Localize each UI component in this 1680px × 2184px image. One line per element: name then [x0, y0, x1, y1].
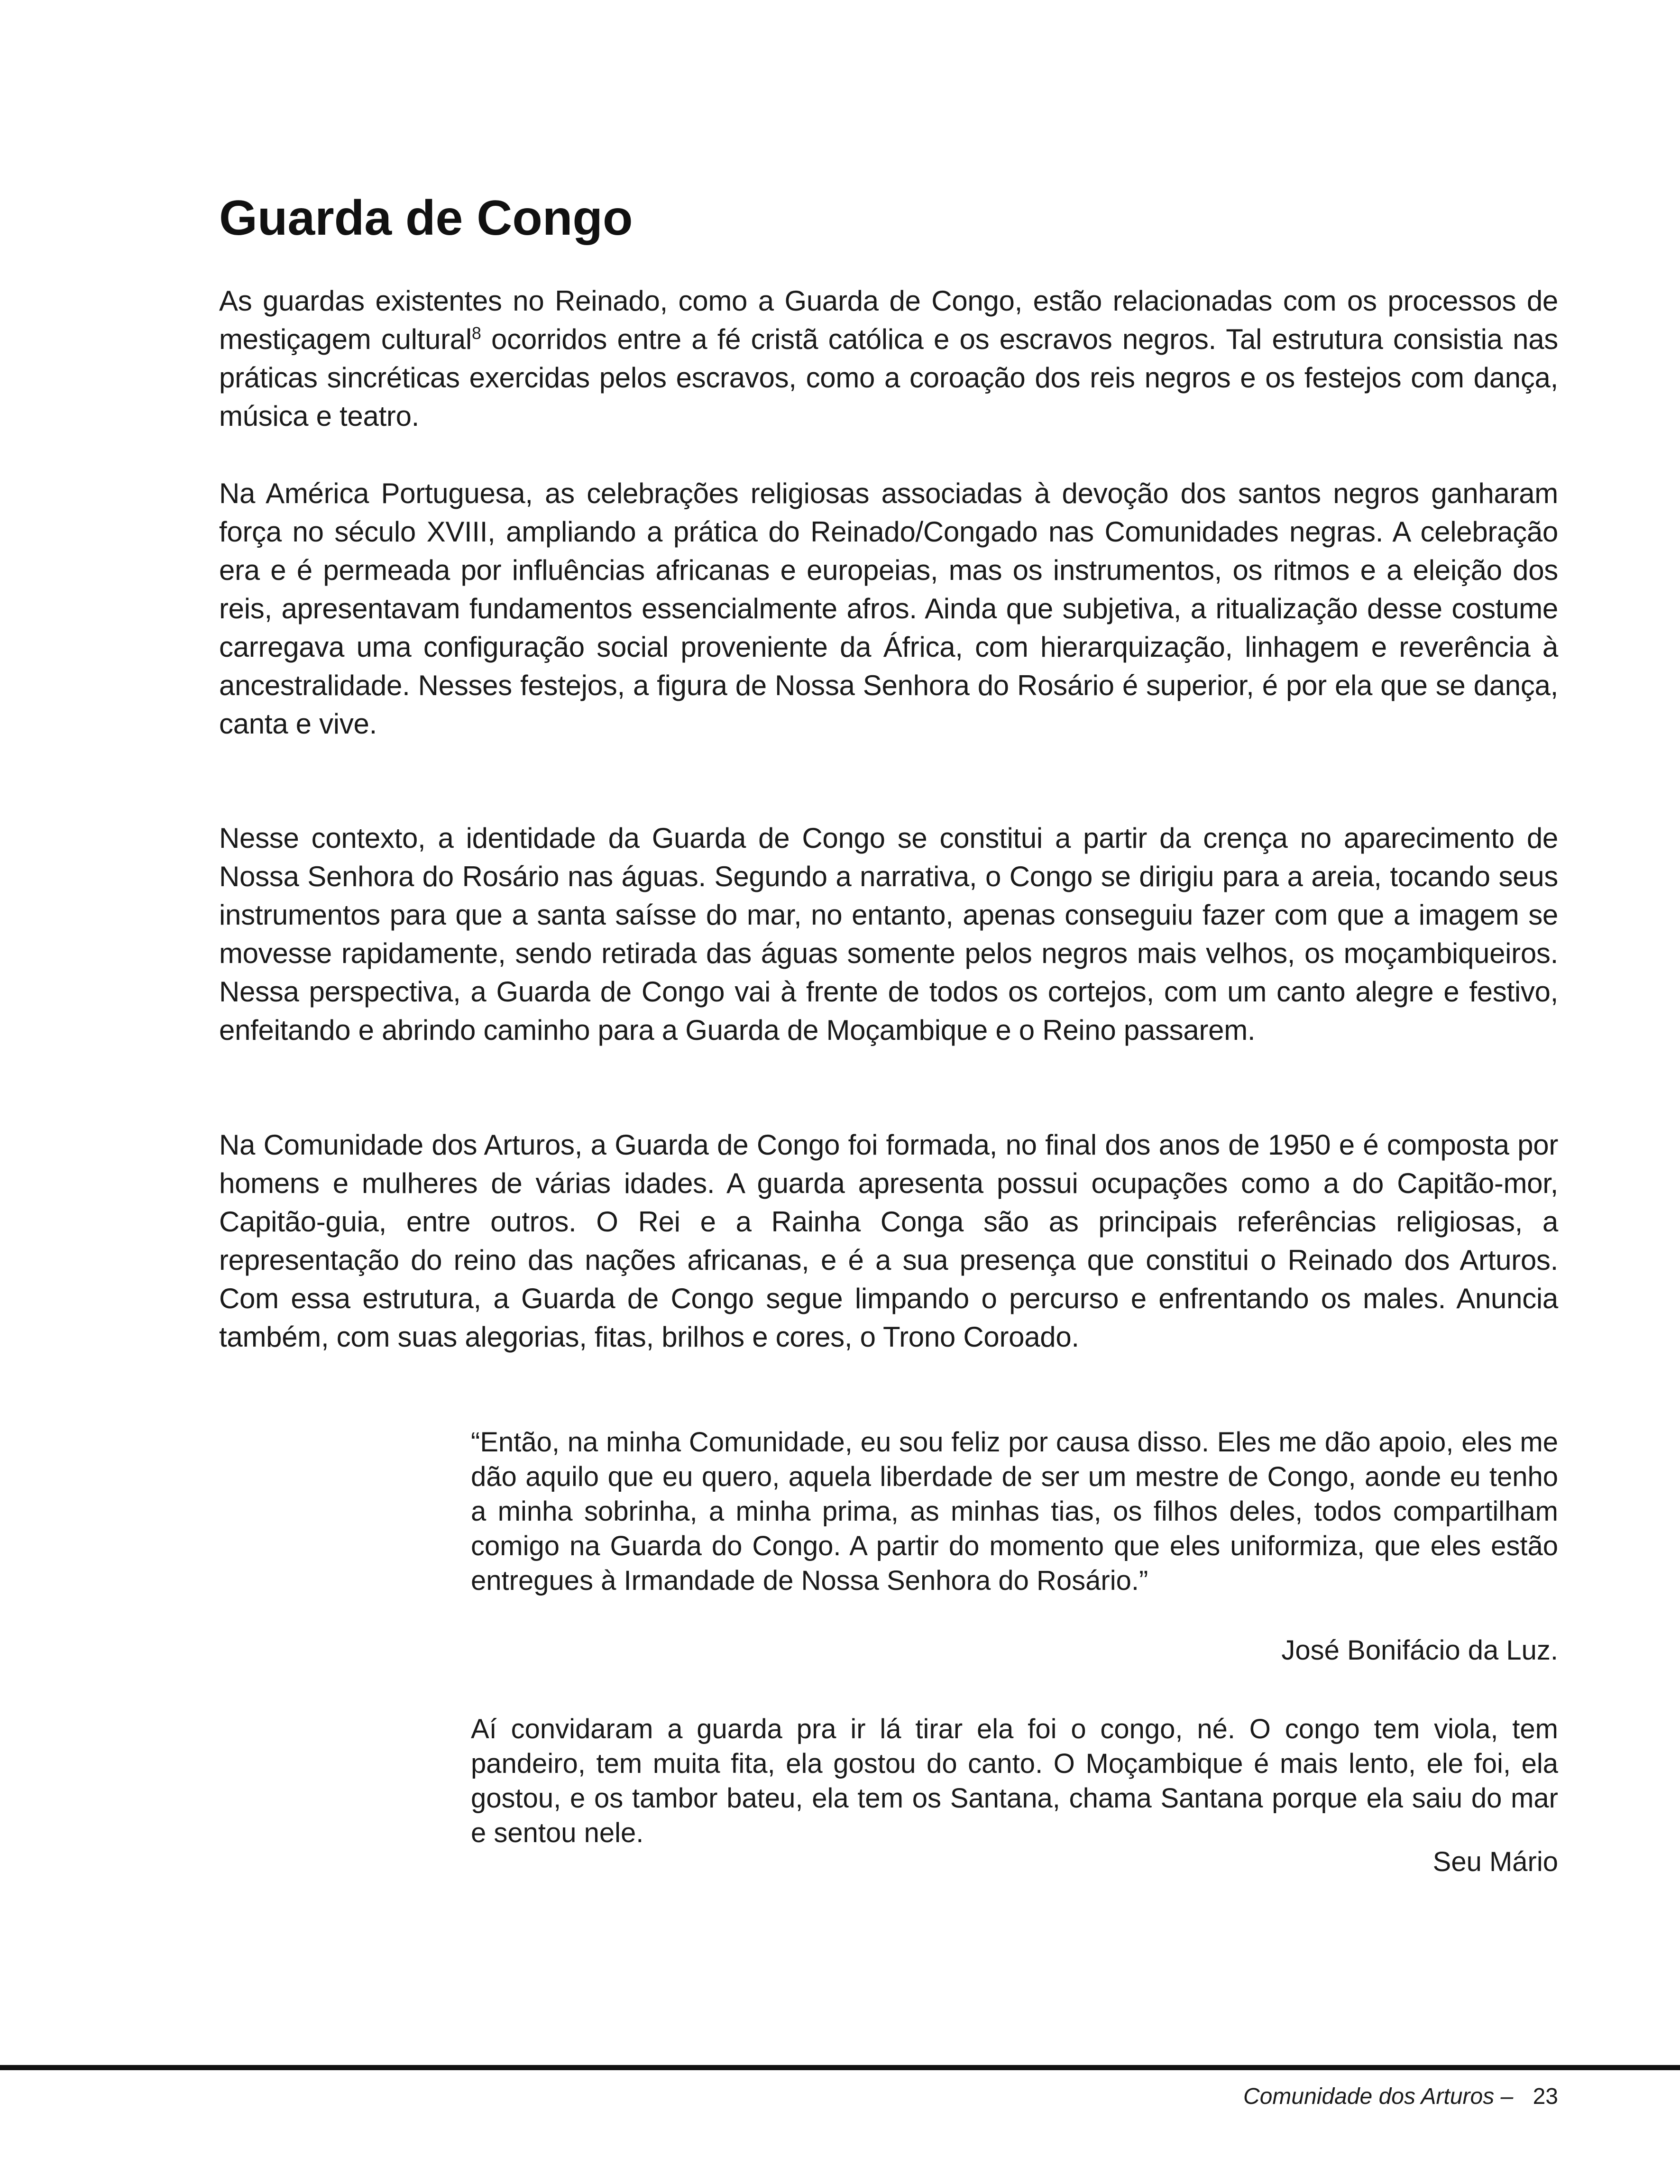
footnote-marker: 8 [471, 323, 481, 343]
block-quote-2: Aí convidaram a guarda pra ir lá tirar ela foi o congo, né. O congo tem viola, tem pandeiro, tem muita fita, ela gostou do canto. O Moçambique é mais lento, ele foi, ela gostou, e os tambor bateu, ela tem os Santana, chama Santana porque ela saiu do mar e sentou nele. [471, 1714, 1558, 1848]
quote-1-author: José Bonifácio da Luz. [1281, 1635, 1558, 1666]
footer-divider [0, 2065, 1680, 2070]
paragraph-4: Na Comunidade dos Arturos, a Guarda de Congo foi formada, no final dos anos de 1950 e é composta por homens e mulheres de várias idades. A guarda apresenta possui ocupações como a do Capitão-mor, Capitão-guia, entre outros. O Rei e a Rainha Conga são as principais referências religiosas, a representação do reino das nações africanas, e é a sua presença que constitui o Reinado dos Arturos. Com essa estrutura, a Guarda de Congo segue limpando o percurso e enfrentando os males. Anuncia também, com suas alegorias, fitas, brilhos e cores, o Trono Coroado. [219, 1129, 1558, 1353]
paragraph-1-text-start: As guardas existentes no Reinado, como a Guarda de Congo, estão relacionadas com os processos de mestiçagem cultural [219, 285, 1558, 355]
footer-publication: Comunidade dos Arturos [1243, 2084, 1495, 2109]
paragraph-2: Na América Portuguesa, as celebrações religiosas associadas à devoção dos santos negros ganharam força no século XVIII, ampliando a prática do Reinado/Congado nas Comunidades negras. A celebração era e é permeada por influências africanas e europeias, mas os instrumentos, os ritmos e a eleição dos reis, apresentavam fundamentos essencialmente afros. Ainda que subjetiva, a ritualização desse costume carregava uma configuração social proveniente da África, com hierarquização, linhagem e reverência à ancestralidade. Nesses festejos, a figura de Nossa Senhora do Rosário é superior, é por ela que se dança, canta e vive. [219, 477, 1558, 740]
paragraph-3: Nesse contexto, a identidade da Guarda de Congo se constitui a partir da crença no aparecimento de Nossa Senhora do Rosário nas águas. Segundo a narrativa, o Congo se dirigiu para a areia, tocando seus instrumentos para que a santa saísse do mar, no entanto, apenas conseguiu fazer com que a imagem se movesse rapidamente, sendo retirada das águas somente pelos negros mais velhos, os moçambiqueiros. Nessa perspectiva, a Guarda de Congo vai à frente de todos os cortejos, com um canto alegre e festivo, enfeitando e abrindo caminho para a Guarda de Moçambique e o Reino passarem. [219, 822, 1558, 1046]
quote-2-author: Seu Mário [1432, 1846, 1558, 1877]
paragraph-1-text-end: ocorridos entre a fé cristã católica e os escravos negros. Tal estrutura consistia nas práticas sincréticas exercidas pelos escravos, como a coroação dos reis negros e os festejos com dança, música e teatro. [219, 323, 1558, 432]
page-footer [1243, 2083, 1558, 2111]
block-quote-1: “Então, na minha Comunidade, eu sou feliz por causa disso. Eles me dão apoio, eles me dão aquilo que eu quero, aquela liberdade de ser um mestre de Congo, aonde eu tenho a minha sobrinha, a minha prima, as minhas tias, os filhos deles, todos compartilham comigo na Guarda do Congo. A partir do momento que eles uniformiza, que eles estão entregues à Irmandade de Nossa Senhora do Rosário.” [471, 1427, 1558, 1596]
footer-separator: – [1500, 2084, 1514, 2109]
paragraph-1 [219, 282, 1558, 435]
page-title: Guarda de Congo [219, 191, 633, 246]
page-number: 23 [1533, 2084, 1558, 2109]
